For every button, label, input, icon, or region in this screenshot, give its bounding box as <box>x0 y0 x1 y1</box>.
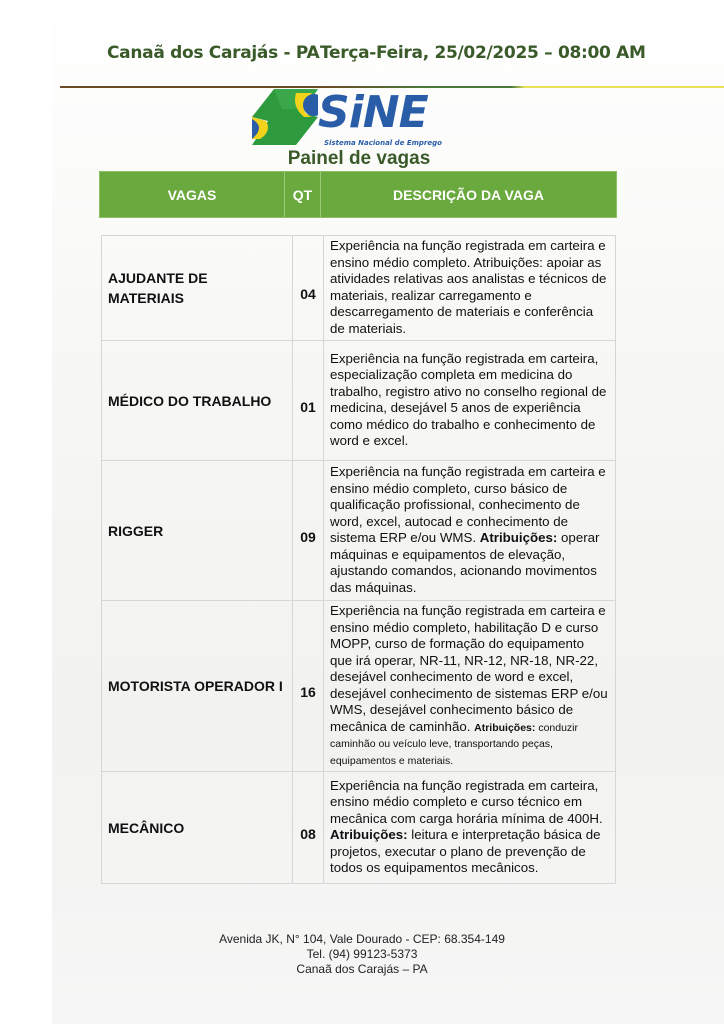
job-description: Experiência na função registrada em carteira e ensino médio completo, habilitação D e curso MOPP, curso de formação do equipamento que irá operar, NR-11, NR-12, NR-18, NR-22, desejável conhecimento de word e excel, desejável conhecimento de sistemas ERP e/ou WMS, desejável conhecimento básico de mecânica de caminhão. Atribuições: conduzir caminhão ou veículo leve, transportando peças, equipamentos e materiais. <box>324 601 616 772</box>
table-row <box>102 601 616 772</box>
job-quantity: 08 <box>293 772 324 884</box>
footer-phone: Tel. (94) 99123-5373 <box>306 947 418 961</box>
job-title: MECÂNICO <box>102 772 293 884</box>
page-title <box>0 148 724 170</box>
job-quantity: 09 <box>293 461 324 601</box>
job-description: Experiência na função registrada em carteira, especialização completa em medicina do trabalho, registro ativo no conselho regional de medicina, desejável 5 anos de experiência como médico do trabalho e conhecimento de word e excel. <box>324 341 616 461</box>
header-location: Canaã dos Carajás - PA <box>107 43 320 63</box>
column-header-descricao: DESCRIÇÃO DA VAGA <box>393 186 544 203</box>
table-header <box>99 171 617 218</box>
table-row <box>102 236 616 341</box>
job-title: AJUDANTE DE MATERIAIS <box>102 236 293 341</box>
sine-logo <box>252 87 442 149</box>
job-title: MOTORISTA OPERADOR I <box>102 601 293 772</box>
job-description: Experiência na função registrada em carteira, ensino médio completo e curso técnico em mecânica com carga horária mínima de 400H. Atribuições: leitura e interpretação básica de projetos, executar o plano de prevenção de todos os equipamentos mecânicos. <box>324 772 616 884</box>
footer-city: Canaã dos Carajás – PA <box>296 962 428 976</box>
column-header-vagas: VAGAS <box>100 172 285 217</box>
logo-wordmark: SiNE <box>318 87 428 138</box>
table-row <box>102 341 616 461</box>
page-footer <box>0 932 724 977</box>
job-title: RIGGER <box>102 461 293 601</box>
job-title: MÉDICO DO TRABALHO <box>102 341 293 461</box>
column-header-qt: QT <box>285 172 321 217</box>
brazil-flag-icon <box>252 87 318 147</box>
table-row <box>102 772 616 884</box>
logo-subtitle: Sistema Nacional de Emprego <box>324 139 442 147</box>
job-description: Experiência na função registrada em carteira e ensino médio completo. Atribuições: apoiar as atividades relativas aos analistas e técnicos de materiais, realizar carregamento e descarregamento de materiais e conferência de materiais. <box>324 236 616 341</box>
job-description: Experiência na função registrada em carteira e ensino médio completo, curso básico de qualificação profissional, conhecimento de word, excel, autocad e conhecimento de sistema ERP e/ou WMS. Atribuições: operar máquinas e equipamentos de elevação, ajustando comandos, acionando movimentos das máquinas. <box>324 461 616 601</box>
table-row <box>102 461 616 601</box>
jobs-table <box>101 235 616 884</box>
header-datetime: Terça-Feira, 25/02/2025 – 08:00 AM <box>320 43 646 63</box>
page-title-text: Painel de vagas <box>287 148 431 169</box>
footer-address: Avenida JK, N° 104, Vale Dourado - CEP: 68.354-149 <box>219 932 505 946</box>
job-quantity: 04 <box>293 236 324 341</box>
job-quantity: 16 <box>293 601 324 772</box>
job-quantity: 01 <box>293 341 324 461</box>
